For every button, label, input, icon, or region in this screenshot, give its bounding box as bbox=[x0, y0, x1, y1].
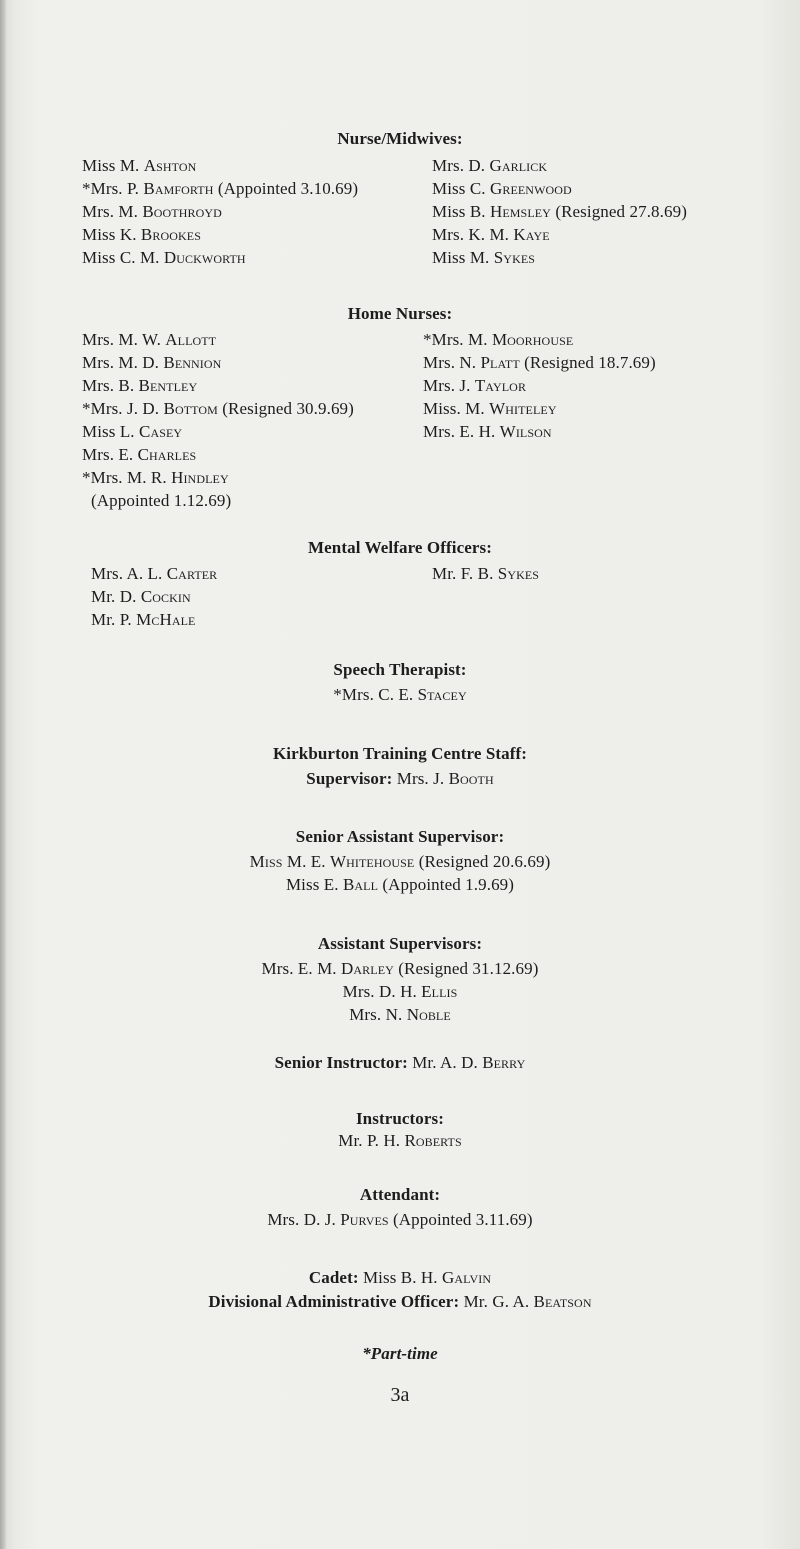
speech-therapist-heading: Speech Therapist: bbox=[333, 660, 467, 679]
mental-welfare-officer-name: Mr. P. McHale bbox=[91, 610, 196, 629]
cadet-line: Cadet: Miss B. H. Galvin bbox=[308, 1268, 492, 1287]
part-time-footnote: *Part-time bbox=[362, 1344, 438, 1363]
home-nurse-name: Mrs. J. Taylor bbox=[423, 376, 527, 395]
home-nurse-name: Mrs. E. Charles bbox=[82, 445, 197, 464]
nurse-midwife-name: Mrs. M. Boothroyd bbox=[82, 202, 222, 221]
nurse-midwives-heading: Nurse/Midwives: bbox=[337, 129, 463, 148]
home-nurse-name: Mrs. N. Platt (Resigned 18.7.69) bbox=[423, 353, 656, 372]
mental-welfare-officer-name: Mr. F. B. Sykes bbox=[432, 564, 540, 583]
assistant-supervisor-name: Mrs. N. Noble bbox=[349, 1005, 451, 1024]
home-nurse-name: Miss L. Casey bbox=[82, 422, 183, 441]
nurse-midwife-name: Miss K. Brookes bbox=[82, 225, 201, 244]
assistant-supervisor-name: Mrs. E. M. Darley (Resigned 31.12.69) bbox=[261, 959, 539, 978]
nurse-midwife-name: Mrs. D. Garlick bbox=[432, 156, 548, 175]
instructors-heading: Instructors: bbox=[355, 1109, 445, 1128]
nurse-midwife-name: Mrs. K. M. Kaye bbox=[432, 225, 550, 244]
mental-welfare-heading: Mental Welfare Officers: bbox=[308, 538, 492, 557]
instructor-name: Mr. P. H. Roberts bbox=[338, 1131, 462, 1150]
mental-welfare-officer-name: Mrs. A. L. Carter bbox=[91, 564, 218, 583]
attendant-heading: Attendant: bbox=[359, 1185, 441, 1204]
page-number: 3a bbox=[390, 1384, 410, 1406]
attendant-name: Mrs. D. J. Purves (Appointed 3.11.69) bbox=[267, 1210, 533, 1229]
nurse-midwife-name: Miss C. Greenwood bbox=[432, 179, 572, 198]
home-nurse-name: *Mrs. J. D. Bottom (Resigned 30.9.69) bbox=[82, 399, 354, 418]
senior-assistant-supervisor-heading: Senior Assistant Supervisor: bbox=[295, 827, 505, 846]
senior-instructor-line: Senior Instructor: Mr. A. D. Berry bbox=[274, 1053, 526, 1072]
supervisor-line: Supervisor: Mrs. J. Booth bbox=[306, 769, 494, 788]
home-nurse-name: Mrs. M. W. Allott bbox=[82, 330, 217, 349]
nurse-midwife-name: Miss C. M. Duckworth bbox=[82, 248, 246, 267]
mental-welfare-officer-name: Mr. D. Cockin bbox=[91, 587, 191, 606]
senior-assistant-supervisor-name: Miss M. E. Whitehouse (Resigned 20.6.69) bbox=[249, 852, 551, 871]
home-nurse-name: Mrs. E. H. Wilson bbox=[423, 422, 552, 441]
home-nurse-name: Mrs. M. D. Bennion bbox=[82, 353, 222, 372]
nurse-midwife-name: *Mrs. P. Bamforth (Appointed 3.10.69) bbox=[82, 179, 359, 198]
nurse-midwife-name: Miss B. Hemsley (Resigned 27.8.69) bbox=[432, 202, 687, 221]
divisional-administrative-officer-line: Divisional Administrative Officer: Mr. G. A. Beatson bbox=[208, 1292, 592, 1311]
home-nurse-name: *Mrs. M. R. Hindley bbox=[82, 468, 229, 487]
nurse-midwife-name: Miss M. Ashton bbox=[82, 156, 197, 175]
senior-assistant-supervisor-name: Miss E. Ball (Appointed 1.9.69) bbox=[285, 875, 515, 894]
nurse-midwife-name: Miss M. Sykes bbox=[432, 248, 536, 267]
home-nurses-heading: Home Nurses: bbox=[347, 304, 453, 323]
assistant-supervisor-name: Mrs. D. H. Ellis bbox=[342, 982, 458, 1001]
assistant-supervisors-heading: Assistant Supervisors: bbox=[317, 934, 483, 953]
home-nurse-name: *Mrs. M. Moorhouse bbox=[423, 330, 574, 349]
speech-therapist-name: *Mrs. C. E. Stacey bbox=[333, 685, 467, 704]
home-nurse-appointment-note: (Appointed 1.12.69) bbox=[91, 491, 232, 510]
home-nurse-name: Miss. M. Whiteley bbox=[423, 399, 557, 418]
kirkburton-heading: Kirkburton Training Centre Staff: bbox=[272, 744, 528, 763]
home-nurse-name: Mrs. B. Bentley bbox=[82, 376, 198, 395]
